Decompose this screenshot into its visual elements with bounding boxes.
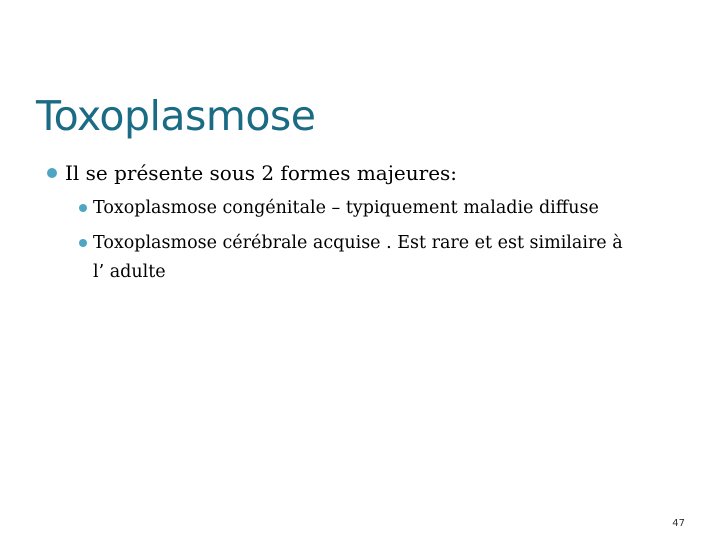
sub-bullet-item [79,194,639,223]
bullet-icon [47,168,57,178]
sub-bullet-item [79,229,639,287]
slide-number: 47 [672,518,685,529]
sub-bullet-text: Toxoplasmose cérébrale acquise . Est rare et est similaire à l’ adulte [93,233,623,282]
bullet-icon [79,239,87,247]
main-bullet-text: Il se présente sous 2 formes majeures: [65,161,458,185]
slide-title: Toxoplasmose [36,92,316,140]
main-bullet-item [47,159,687,187]
sub-bullet-list [79,194,639,293]
bullet-icon [79,204,87,212]
sub-bullet-text: Toxoplasmose congénitale – typiquement maladie diffuse [93,198,599,218]
